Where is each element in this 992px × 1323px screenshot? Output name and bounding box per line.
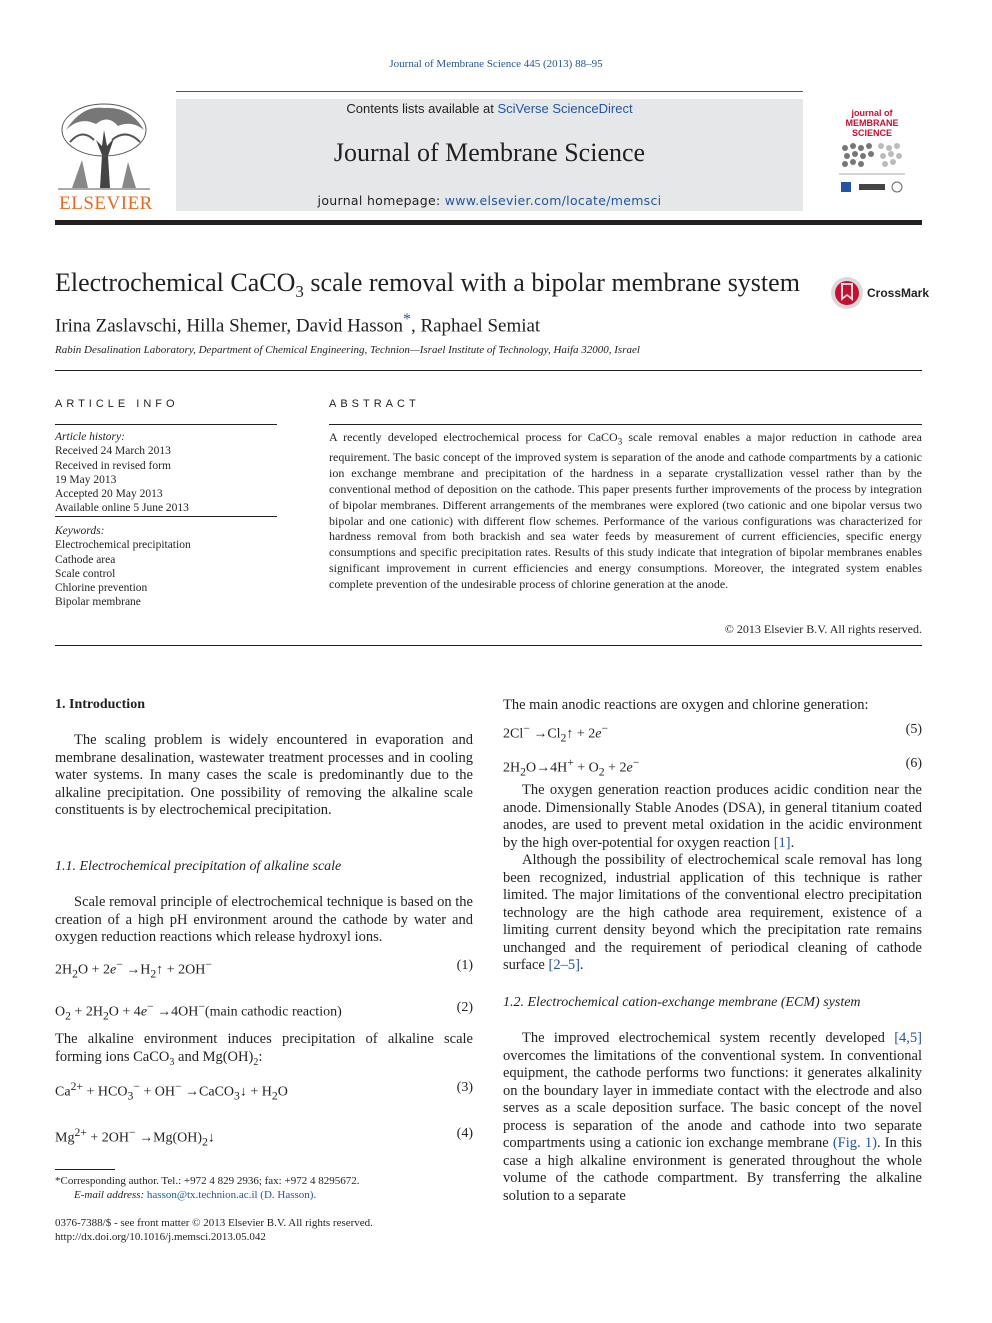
corresponding-author-marker[interactable]: * xyxy=(403,311,411,328)
equation-2-number: (2) xyxy=(456,1000,473,1015)
equation-3-number: (3) xyxy=(456,1080,473,1095)
keyword-item: Scale control xyxy=(55,567,116,580)
alkaline-pre: The alkaline environment induces precipitation of alkaline scale forming ions CaCO xyxy=(55,1031,473,1065)
article-history xyxy=(55,430,277,516)
keyword-item: Chlorine prevention xyxy=(55,582,148,595)
article-info-heading: ARTICLE INFO xyxy=(55,398,179,410)
equation-2: $O_2 + 2H_2O + 4e^-$ →4OH−(main cathodic reaction) xyxy=(55,1000,342,1023)
affiliation: Rabin Desalination Laboratory, Department of Chemical Engineering, Technion—Israel Institute of Technology, Haifa 32000, Israel xyxy=(55,344,640,356)
header-thick-rule xyxy=(55,220,922,225)
keyword-item: Cathode area xyxy=(55,553,116,566)
corresponding-author-text: *Corresponding author. Tel.: +972 4 829 2936; fax: +972 4 8295672. xyxy=(55,1175,360,1187)
keyword-item: Bipolar membrane xyxy=(55,596,141,609)
contents-prefix: Contents lists available at xyxy=(346,101,498,116)
abstract-text xyxy=(329,430,922,593)
abstract-heading: ABSTRACT xyxy=(329,398,420,410)
front-matter-note xyxy=(55,1216,475,1244)
doi-link[interactable]: http://dx.doi.org/10.1016/j.memsci.2013.05.042 xyxy=(55,1231,266,1243)
article-info-rule xyxy=(55,424,277,425)
section-1-2-title: 1.2. Electrochemical cation-exchange membrane (ECM) system xyxy=(503,995,861,1010)
ecm-post: . In this case a high alkaline environment is generated throughout the whole volume of the cathode compartment. By transferring the alkaline solution to a separate xyxy=(503,1135,923,1204)
alkaline-mid: and Mg(OH) xyxy=(174,1048,254,1065)
journal-citation[interactable]: Journal of Membrane Science 445 (2013) 88–95 xyxy=(389,58,603,70)
abstract-sub: 3 xyxy=(617,436,623,447)
title-rule xyxy=(55,370,922,371)
equation-5: $2Cl^- \to Cl_2↑ + 2e^-$ xyxy=(503,722,609,745)
anodic-intro xyxy=(503,697,922,715)
ref-4-5-link[interactable]: [4,5] xyxy=(894,1030,922,1046)
history-item: Accepted 20 May 2013 xyxy=(55,488,163,501)
article-history-label: Article history: xyxy=(55,431,125,443)
article-title-sub: 3 xyxy=(295,282,304,302)
section-1-1-title: 1.1. Electrochemical precipitation of alkaline scale xyxy=(55,859,342,874)
abstract-post: scale removal enables a major reduction in cathode area requirement. The basic concept of the improved system is separation of the anode and cathode compartments by a cationic ion exchange membrane and precipitation of the hardness in a separate crystallization vessel rather than by the conventional method of deposition on the cathode. This paper presents further improvements of the process by integration of bipolar membranes. Different arrangements of the membranes were explored (two cationic and one bipolar versus two bipolar and one cationic) with different flow schemes. Performance of the various configurations was characterized for hardness removal from both brackish and sea water feeds by measurement of current efficiencies, specific energy consumptions and specific precipitation rates. Results of this study indicate that integration of bipolar membranes enables significant improvement in current efficiencies and energy consumptions. Moreover, the integrated system enables complete prevention of the undesirable process of chlorine generation at the anode. xyxy=(329,430,922,591)
equation-4: $Mg^{2+} + 2OH^-$ $\to Mg(OH)_2↓$ xyxy=(55,1126,215,1149)
email-link[interactable]: hasson@tx.technion.ac.il (D. Hasson). xyxy=(146,1189,317,1201)
section-1-title: 1. Introduction xyxy=(55,697,145,712)
journal-cover-title: journal of MEMBRANE SCIENCE xyxy=(845,108,899,138)
contents-line xyxy=(176,101,803,116)
equation-1-number: (1) xyxy=(456,958,473,973)
anodic-intro-text: The main anodic reactions are oxygen and chlorine generation: xyxy=(503,697,869,713)
equation-3: $Ca^{2+} + HCO_3^- + OH^-$ →CaCO$_3$↓ + $H_2O$ xyxy=(55,1080,288,1103)
history-item: Available online 5 June 2013 xyxy=(55,502,189,515)
oxygen-pre: The oxygen generation reaction produces acidic condition near the anode. Dimensionally Stable Anodes (DSA), in general titanium coated anodes, are used to prevent metal oxidation in the acidic environment by the high over-potential for oxygen reaction xyxy=(503,782,922,851)
limit-pre: Although the possibility of electrochemical scale removal has long been recognized, industrial application of this technique is rather limited. The major limitations of the conventional electro precipitation technology are the high cathode area requirement, existence of a limiting current density beyond which the precipitation rate remains unchanged and the requirement of periodical cleaning of cathode surface xyxy=(503,852,922,973)
equation-6-number: (6) xyxy=(905,756,922,771)
oxygen-post: . xyxy=(790,834,795,851)
equation-1: $2H_2O + 2e^-$ $\to H_2↑ + 2OH^-$ xyxy=(55,958,212,981)
scale-removal-paragraph-text: Scale removal principle of electrochemical technique is based on the creation of a high pH environment around the cathode by water and oxygen reduction reactions which release hydroxyl ions. xyxy=(55,894,473,945)
header-top-rule xyxy=(176,91,803,92)
intro-paragraph-text: The scaling problem is widely encountered in evaporation and membrane desalination, wastewater treatment processes and in cooling water systems. In many cases the scale is predominantly due to the alkaline precipitation. One possibility of removing the alkaline scale constituents is by electrochemical precipitation. xyxy=(55,732,473,818)
abstract-rule xyxy=(329,424,922,425)
ecm-pre: The improved electrochemical system recently developed xyxy=(522,1030,895,1046)
keyword-item: Electrochemical precipitation xyxy=(55,539,191,552)
keywords xyxy=(55,524,277,610)
authors-post: , Raphael Semiat xyxy=(410,315,541,337)
history-item: Received in revised form xyxy=(55,459,171,472)
abstract-pre: A recently developed electrochemical process for CaCO xyxy=(329,430,618,444)
homepage-link[interactable]: www.elsevier.com/locate/memsci xyxy=(444,193,662,208)
limit-post: . xyxy=(579,957,584,973)
authors xyxy=(55,311,540,337)
article-title-pre: Electrochemical CaCO xyxy=(55,268,296,297)
keywords-label: Keywords: xyxy=(55,525,105,537)
elsevier-wordmark: ELSEVIER xyxy=(59,193,153,214)
scale-removal-paragraph xyxy=(55,894,473,947)
oxygen-paragraph xyxy=(503,782,922,975)
abstract-copyright: © 2013 Elsevier B.V. All rights reserved. xyxy=(724,622,922,636)
history-item: Received 24 March 2013 xyxy=(55,445,171,458)
sciencedirect-link[interactable]: SciVerse ScienceDirect xyxy=(497,101,633,116)
ecm-paragraph xyxy=(503,1030,922,1205)
ecm-mid: overcomes the limitations of the conventional system. In conventional equipment, the cathode performs two functions: it generates alkalinity on the boundary layer in immediate contact with the electrode and also serves as a scale deposition surface. The basic concept of the novel process is separation of the anode and cathode into two separate compartments using a cationic ion exchange membrane xyxy=(503,1047,922,1151)
equation-4-number: (4) xyxy=(456,1126,473,1141)
keywords-rule xyxy=(55,516,277,517)
equation-2-note: (main cathodic reaction) xyxy=(204,1004,342,1020)
equation-5-number: (5) xyxy=(905,722,922,737)
intro-paragraph xyxy=(55,732,473,820)
fig-1-link[interactable]: (Fig. 1) xyxy=(832,1135,877,1151)
crossmark-label[interactable]: CrossMark xyxy=(867,286,930,300)
issn-text: 0376-7388/$ - see front matter © 2013 Elsevier B.V. All rights reserved. xyxy=(55,1217,373,1229)
alkaline-paragraph: The alkaline environment induces precipitation of alkaline scale forming ions CaCO$_3$ and $Mg(OH)_2$: xyxy=(55,1031,473,1068)
homepage-label: journal homepage: xyxy=(317,193,445,208)
article-title xyxy=(55,268,800,302)
equation-6: $2H_2O\to 4H^+ + O_2 + 2e^-$ xyxy=(503,756,640,779)
history-item: 19 May 2013 xyxy=(55,473,117,486)
corresponding-author-note xyxy=(55,1174,475,1202)
authors-pre: Irina Zaslavschi, Hilla Shemer, David Hasson xyxy=(55,315,404,337)
ref-2-5-link[interactable]: [2–5] xyxy=(548,957,580,973)
abstract-bottom-rule xyxy=(55,645,922,646)
article-title-post: scale removal with a bipolar membrane system xyxy=(303,268,800,297)
alkaline-end: : xyxy=(258,1048,263,1065)
ref-1-link[interactable]: [1] xyxy=(773,834,791,851)
footnote-rule xyxy=(55,1169,115,1170)
email-label: E-mail address: xyxy=(74,1189,147,1201)
journal-title: Journal of Membrane Science xyxy=(333,138,646,167)
journal-homepage xyxy=(176,193,803,208)
